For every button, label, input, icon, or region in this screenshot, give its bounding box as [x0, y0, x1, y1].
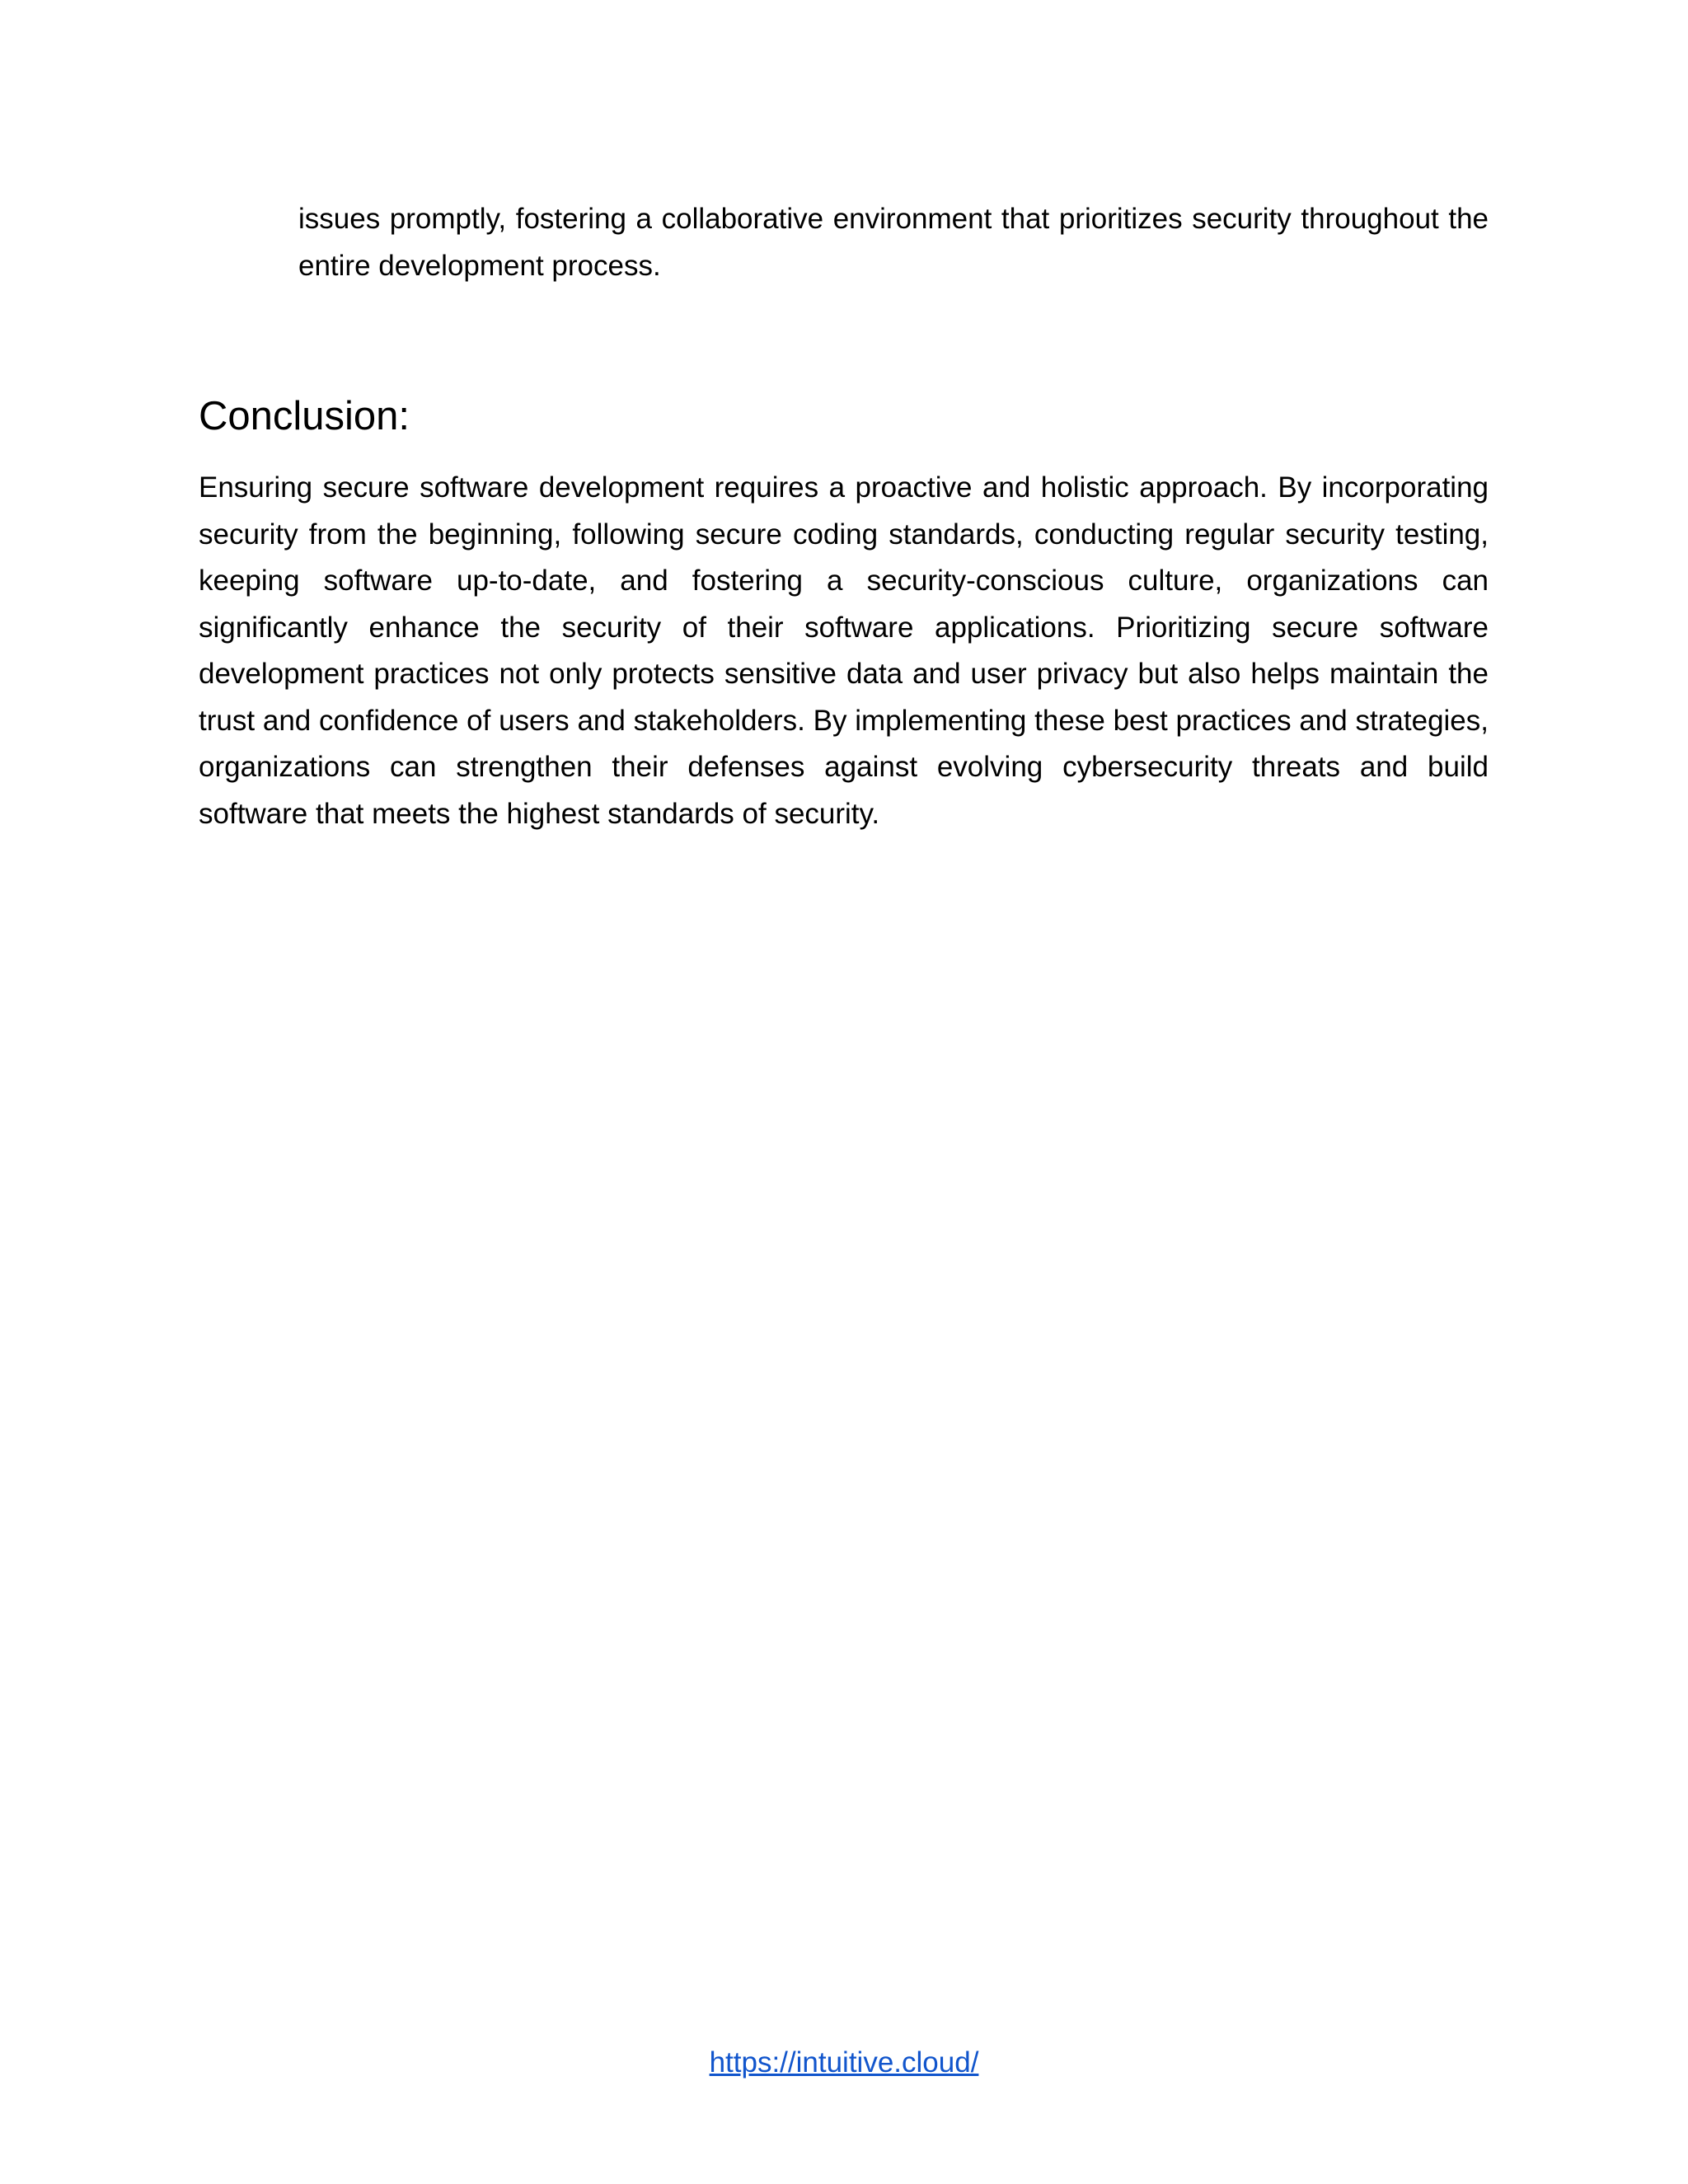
footer-link[interactable]: https://intuitive.cloud/: [709, 2046, 979, 2079]
section-heading: Conclusion:: [199, 394, 410, 438]
continuation-paragraph: issues promptly, fostering a collaborative environment that prioritizes security throughout the entire development process.: [298, 203, 1489, 282]
conclusion-paragraph: Ensuring secure software development requires a proactive and holistic approach. By incorporating security from the beginning, following secure coding standards, conducting regular security testing, keeping software up-to-date, and fostering a security-conscious culture, organizations can significantly enhance the security of their software applications. Prioritizing secure software development practices not only protects sensitive data and user privacy but also helps maintain the trust and confidence of users and stakeholders. By implementing these best practices and strategies, organizations can strengthen their defenses against evolving cybersecurity threats and build software that meets the highest standards of security.: [199, 471, 1489, 830]
footer: [0, 2042, 1688, 2083]
